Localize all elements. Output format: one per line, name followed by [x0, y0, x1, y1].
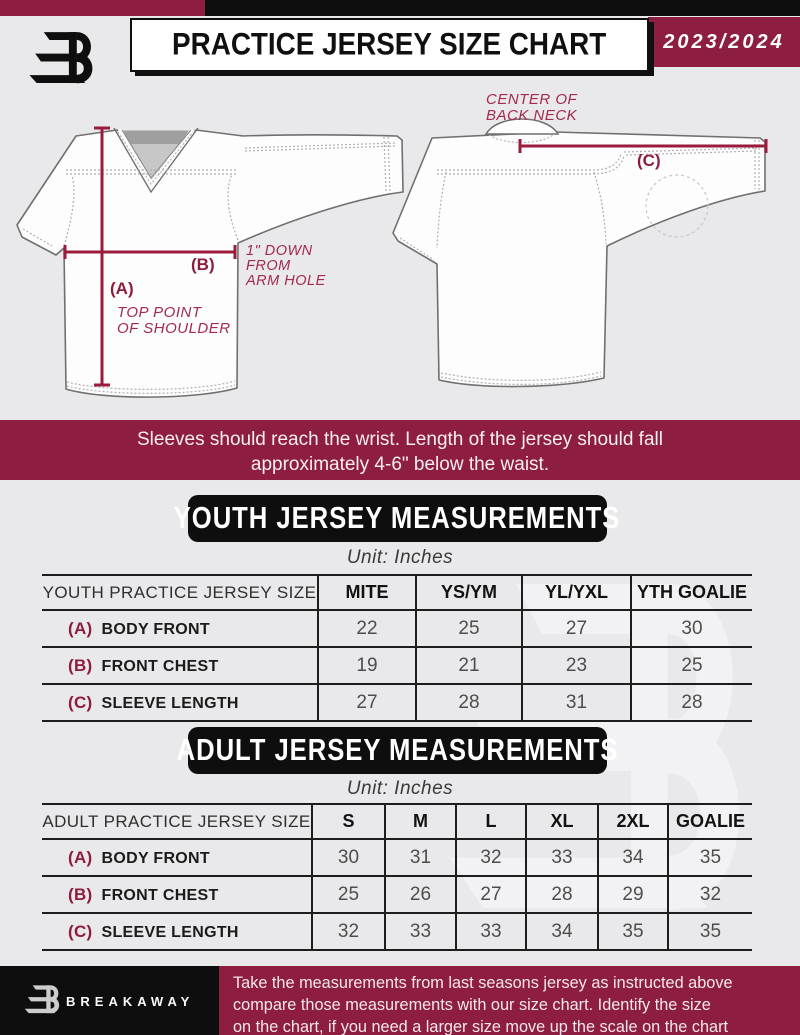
row-label-text: BODY FRONT [101, 620, 210, 638]
front-a-label: (A) [110, 279, 134, 298]
table-cell: 31 [522, 684, 631, 721]
youth-col-mite: MITE [318, 575, 416, 610]
adult-header-row [42, 804, 752, 839]
adult-col-size: ADULT PRACTICE JERSEY SIZE [42, 804, 312, 839]
table-cell: 27 [318, 684, 416, 721]
youth-row-sleeve-length [42, 684, 752, 721]
season-label: 2023/2024 [663, 30, 785, 53]
back-c-label: (C) [637, 151, 661, 170]
page-title: PRACTICE JERSEY SIZE CHART [172, 27, 607, 62]
table-cell: 32 [456, 839, 526, 876]
row-label-text: SLEEVE LENGTH [101, 694, 239, 712]
row-key: (A) [68, 618, 93, 638]
breakaway-footer-logo-icon [22, 982, 62, 1018]
youth-header-row [42, 575, 752, 610]
adult-col-goalie: GOALIE [668, 804, 752, 839]
table-cell: 29 [598, 876, 668, 913]
footer-line-2: compare those measurements with our size chart. Identify the size [233, 996, 711, 1014]
row-key: (A) [68, 847, 93, 867]
back-c-note-2: BACK NECK [486, 107, 578, 124]
adult-col-m: M [385, 804, 456, 839]
table-cell: 28 [416, 684, 522, 721]
row-key: (B) [68, 655, 93, 675]
footer-instructions [219, 966, 800, 1035]
footer-line-3: on the chart, if you need a larger size move up the scale on the chart [233, 1018, 729, 1035]
row-label [42, 839, 312, 876]
table-cell: 27 [522, 610, 631, 647]
adult-unit-label: Unit: Inches [346, 778, 454, 799]
adult-section-header [176, 727, 619, 774]
front-b-note-1: 1" DOWN [246, 243, 313, 259]
table-cell: 25 [631, 647, 752, 684]
brand-name: BREAKAWAY [66, 994, 195, 1009]
adult-col-xl: XL [526, 804, 598, 839]
table-cell: 34 [598, 839, 668, 876]
row-label-text: BODY FRONT [101, 849, 210, 867]
table-cell: 30 [312, 839, 385, 876]
table-cell: 25 [312, 876, 385, 913]
table-cell: 35 [668, 913, 752, 950]
front-jersey-drawing [17, 128, 403, 397]
breakaway-logo-icon [24, 26, 98, 92]
youth-unit-label: Unit: Inches [346, 547, 454, 568]
table-cell: 33 [456, 913, 526, 950]
adult-size-table [42, 803, 752, 951]
youth-row-front-chest [42, 647, 752, 684]
front-b-note-3: ARM HOLE [246, 273, 326, 289]
youth-section-title: YOUTH JERSEY MEASUREMENTS [174, 501, 621, 535]
table-cell: 19 [318, 647, 416, 684]
table-cell: 35 [668, 839, 752, 876]
footer-line-1: Take the measurements from last seasons jersey as instructed above [233, 974, 733, 992]
table-cell: 33 [385, 913, 456, 950]
front-a-note-2: OF SHOULDER [117, 320, 231, 337]
row-label [42, 913, 312, 950]
front-b-note-2: FROM [246, 258, 291, 274]
row-label [42, 647, 318, 684]
row-key: (C) [68, 921, 93, 941]
table-cell: 23 [522, 647, 631, 684]
row-label-text: FRONT CHEST [101, 657, 219, 675]
table-cell: 31 [385, 839, 456, 876]
adult-col-2xl: 2XL [598, 804, 668, 839]
adult-row-sleeve-length [42, 913, 752, 950]
season-badge [648, 17, 800, 67]
banner-line-1: Sleeves should reach the wrist. Length of the jersey should fall [137, 429, 663, 450]
table-cell: 22 [318, 610, 416, 647]
youth-col-ylyxl: YL/YXL [522, 575, 631, 610]
row-label-text: FRONT CHEST [101, 886, 219, 904]
table-cell: 32 [312, 913, 385, 950]
table-cell: 26 [385, 876, 456, 913]
adult-row-body-front [42, 839, 752, 876]
table-cell: 25 [416, 610, 522, 647]
youth-col-size: YOUTH PRACTICE JERSEY SIZE [42, 575, 318, 610]
table-cell: 28 [631, 684, 752, 721]
page-title-box [130, 18, 649, 72]
table-cell: 21 [416, 647, 522, 684]
back-jersey-drawing [393, 91, 766, 387]
fit-instruction-banner [0, 420, 800, 480]
back-c-note-1: CENTER OF [486, 91, 578, 108]
adult-col-s: S [312, 804, 385, 839]
row-key: (B) [68, 884, 93, 904]
adult-col-l: L [456, 804, 526, 839]
youth-section-header [174, 495, 621, 542]
table-cell: 33 [526, 839, 598, 876]
table-cell: 30 [631, 610, 752, 647]
front-b-label: (B) [191, 255, 215, 274]
banner-line-2: approximately 4-6" below the waist. [250, 454, 550, 475]
row-label [42, 876, 312, 913]
jersey-diagrams [0, 88, 800, 420]
front-a-note-1: TOP POINT [117, 304, 202, 321]
table-cell: 28 [526, 876, 598, 913]
youth-size-table [42, 574, 752, 722]
row-key: (C) [68, 692, 93, 712]
row-label [42, 610, 318, 647]
table-cell: 34 [526, 913, 598, 950]
adult-row-front-chest [42, 876, 752, 913]
youth-col-goalie: YTH GOALIE [631, 575, 752, 610]
table-cell: 35 [598, 913, 668, 950]
footer-brand-block [0, 966, 219, 1035]
table-cell: 27 [456, 876, 526, 913]
row-label [42, 684, 318, 721]
table-cell: 32 [668, 876, 752, 913]
adult-section-title: ADULT JERSEY MEASUREMENTS [176, 733, 619, 767]
top-strip-maroon [0, 0, 205, 16]
youth-col-ysym: YS/YM [416, 575, 522, 610]
row-label-text: SLEEVE LENGTH [101, 923, 239, 941]
youth-row-body-front [42, 610, 752, 647]
top-strip-black [205, 0, 800, 16]
